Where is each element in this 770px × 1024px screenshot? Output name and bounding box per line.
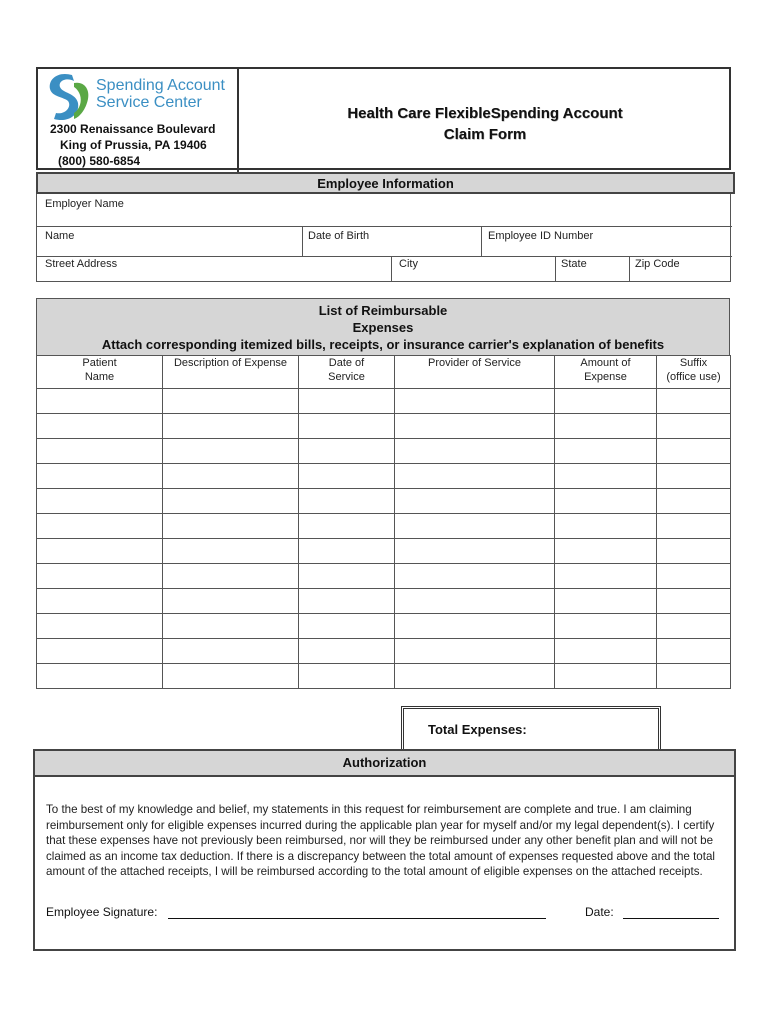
amount-cell[interactable] [555, 614, 657, 639]
col-label: Suffix [679, 357, 708, 369]
expense-row [37, 664, 731, 689]
amount-cell[interactable] [555, 539, 657, 564]
expense-row [37, 589, 731, 614]
signature-line[interactable] [168, 918, 546, 919]
patient-name-cell[interactable] [37, 414, 163, 439]
suffix-cell[interactable] [657, 539, 731, 564]
suffix-cell[interactable] [657, 439, 731, 464]
city-field[interactable]: City [399, 258, 418, 270]
expenses-heading [36, 298, 730, 356]
amount-cell[interactable] [555, 664, 657, 689]
provider-cell[interactable] [395, 539, 555, 564]
description-cell[interactable] [163, 589, 299, 614]
col-description [163, 356, 299, 389]
expense-row [37, 464, 731, 489]
date-of-service-cell[interactable] [299, 439, 395, 464]
col-label: Date of [328, 357, 365, 369]
provider-cell[interactable] [395, 414, 555, 439]
authorization-text: To the best of my knowledge and belief, my statements in this request for reimbursement are complete and true. I am claiming reimbursement only for eligible expenses incurred during the applicable plan year for myself and/or my legal dependent(s). I certify that these expenses have not previously been reimbursed, nor will they be reimbursed under any other benefit plan and will not be claimed as an income tax deduction. If there is a discrepancy between the total amount of expenses requested above and the total amount of the attached receipts, I will be reimbursed according to the total amount of eligible expenses on the attached receipts. [46, 803, 715, 878]
patient-name-cell[interactable] [37, 564, 163, 589]
expense-row [37, 389, 731, 414]
amount-cell[interactable] [555, 439, 657, 464]
provider-cell[interactable] [395, 464, 555, 489]
col-suffix [657, 356, 731, 389]
date-of-service-cell[interactable] [299, 564, 395, 589]
patient-name-cell[interactable] [37, 614, 163, 639]
expense-row [37, 639, 731, 664]
col-label: Expense [584, 371, 627, 383]
description-cell[interactable] [163, 489, 299, 514]
expense-row [37, 439, 731, 464]
logo-line-1: Spending Account [96, 77, 225, 94]
expenses-header-row [37, 356, 731, 389]
grid-line [629, 256, 630, 282]
description-cell[interactable] [163, 564, 299, 589]
suffix-cell[interactable] [657, 389, 731, 414]
date-of-service-cell[interactable] [299, 639, 395, 664]
patient-name-cell[interactable] [37, 514, 163, 539]
suffix-cell[interactable] [657, 639, 731, 664]
description-cell[interactable] [163, 639, 299, 664]
patient-name-cell[interactable] [37, 639, 163, 664]
col-label: Patient [82, 357, 117, 369]
expenses-body [37, 389, 731, 689]
col-date-of-service [299, 356, 395, 389]
date-of-birth-field[interactable]: Date of Birth [308, 230, 370, 242]
expense-row [37, 614, 731, 639]
patient-name-cell[interactable] [37, 464, 163, 489]
suffix-cell[interactable] [657, 614, 731, 639]
amount-cell[interactable] [555, 489, 657, 514]
logo-text [96, 77, 225, 111]
provider-cell[interactable] [395, 439, 555, 464]
provider-cell[interactable] [395, 614, 555, 639]
description-cell[interactable] [163, 414, 299, 439]
grid-line [37, 226, 732, 227]
grid-line [481, 226, 482, 256]
provider-cell[interactable] [395, 589, 555, 614]
expenses-instructions: Attach corresponding itemized bills, receipts, or insurance carrier's explanation of benefits [101, 337, 665, 352]
provider-cell[interactable] [395, 514, 555, 539]
address-block [50, 121, 215, 169]
amount-cell[interactable] [555, 414, 657, 439]
title-line-1: Health Care FlexibleSpending Account [347, 105, 623, 122]
name-field[interactable]: Name [45, 230, 75, 242]
date-of-service-cell[interactable] [299, 514, 395, 539]
employee-info-grid [36, 194, 731, 282]
amount-cell[interactable] [555, 589, 657, 614]
description-cell[interactable] [163, 439, 299, 464]
employer-name-field[interactable]: Employer Name [45, 198, 124, 210]
expenses-table [36, 355, 731, 689]
provider-cell[interactable] [395, 489, 555, 514]
amount-cell[interactable] [555, 639, 657, 664]
authorization-heading: Authorization [33, 749, 736, 777]
patient-name-cell[interactable] [37, 539, 163, 564]
col-label: Provider of Service [428, 357, 521, 369]
expense-row [37, 489, 731, 514]
col-provider [395, 356, 555, 389]
col-patient-name [37, 356, 163, 389]
date-of-service-cell[interactable] [299, 614, 395, 639]
date-of-service-cell[interactable] [299, 589, 395, 614]
street-address-field[interactable]: Street Address [45, 258, 118, 270]
header-divider [237, 67, 239, 175]
description-cell[interactable] [163, 614, 299, 639]
expenses-heading-line-1: List of Reimbursable [318, 303, 448, 318]
logo-mark-icon [50, 74, 89, 120]
amount-cell[interactable] [555, 514, 657, 539]
zip-code-field[interactable]: Zip Code [635, 258, 680, 270]
suffix-cell[interactable] [657, 464, 731, 489]
date-line[interactable] [623, 918, 719, 919]
expense-row [37, 564, 731, 589]
description-cell[interactable] [163, 664, 299, 689]
suffix-cell[interactable] [657, 414, 731, 439]
amount-cell[interactable] [555, 464, 657, 489]
total-expenses-label: Total Expenses: [428, 722, 527, 737]
col-label: Amount of [580, 357, 631, 369]
patient-name-cell[interactable] [37, 589, 163, 614]
date-of-service-cell[interactable] [299, 539, 395, 564]
title-line-2: Claim Form [443, 126, 527, 143]
expense-row [37, 539, 731, 564]
description-cell[interactable] [163, 389, 299, 414]
date-label: Date: [585, 905, 614, 919]
expense-row [37, 514, 731, 539]
grid-line [37, 256, 732, 257]
description-cell[interactable] [163, 539, 299, 564]
employee-info-heading: Employee Information [36, 172, 735, 194]
patient-name-cell[interactable] [37, 439, 163, 464]
expense-row [37, 414, 731, 439]
expenses-heading-line-2: Expenses [352, 320, 414, 335]
provider-cell[interactable] [395, 664, 555, 689]
amount-cell[interactable] [555, 389, 657, 414]
description-cell[interactable] [163, 514, 299, 539]
suffix-cell[interactable] [657, 664, 731, 689]
suffix-cell[interactable] [657, 564, 731, 589]
provider-cell[interactable] [395, 389, 555, 414]
patient-name-cell[interactable] [37, 389, 163, 414]
date-of-service-cell[interactable] [299, 464, 395, 489]
patient-name-cell[interactable] [37, 664, 163, 689]
col-label: Service [328, 371, 365, 383]
employee-id-field[interactable]: Employee ID Number [488, 230, 594, 242]
grid-line [391, 256, 392, 282]
signature-label: Employee Signature: [46, 905, 158, 919]
provider-cell[interactable] [395, 564, 555, 589]
form-title [240, 103, 730, 145]
date-of-service-cell[interactable] [299, 664, 395, 689]
amount-cell[interactable] [555, 564, 657, 589]
provider-cell[interactable] [395, 639, 555, 664]
address-line-1: 2300 Renaissance Boulevard [50, 122, 216, 136]
patient-name-cell[interactable] [37, 489, 163, 514]
date-of-service-cell[interactable] [299, 489, 395, 514]
state-field[interactable]: State [561, 258, 587, 270]
col-label: (office use) [666, 371, 721, 383]
address-line-2: King of Prussia, PA 19406 [60, 138, 207, 152]
col-label: Name [84, 371, 115, 383]
logo-line-2: Service Center [96, 94, 202, 111]
date-of-service-cell[interactable] [299, 389, 395, 414]
col-amount [555, 356, 657, 389]
suffix-cell[interactable] [657, 514, 731, 539]
suffix-cell[interactable] [657, 489, 731, 514]
grid-line [555, 256, 556, 282]
grid-line [302, 226, 303, 256]
col-label: Description of Expense [173, 357, 288, 369]
description-cell[interactable] [163, 464, 299, 489]
suffix-cell[interactable] [657, 589, 731, 614]
phone-number: (800) 580-6854 [58, 154, 141, 168]
date-of-service-cell[interactable] [299, 414, 395, 439]
